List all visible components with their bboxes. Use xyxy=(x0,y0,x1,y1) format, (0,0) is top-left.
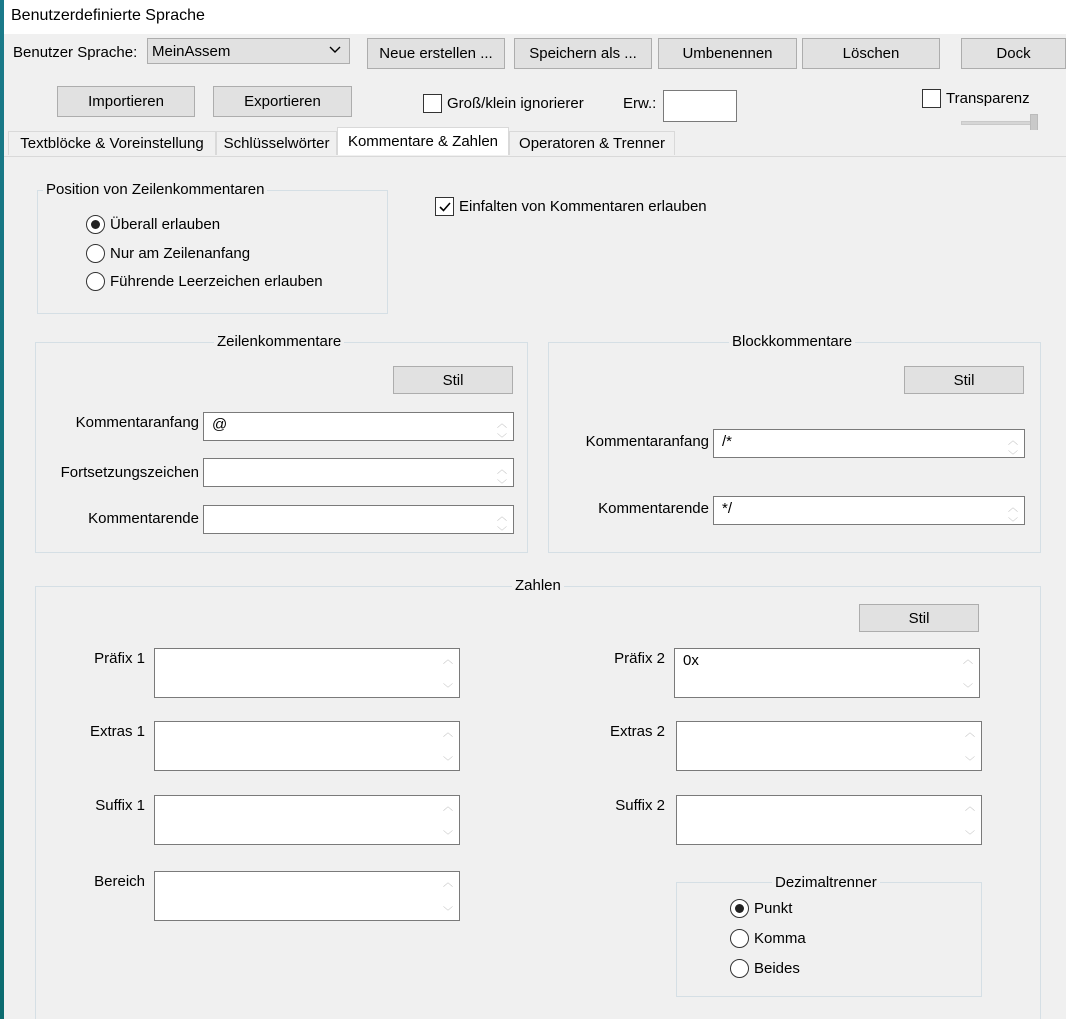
spin-down-icon[interactable]: ﹀ xyxy=(1008,518,1018,529)
spin-buttons[interactable] xyxy=(957,649,979,697)
radio-comma-label: Komma xyxy=(754,930,806,947)
spin-buttons[interactable] xyxy=(491,506,513,538)
spin-buttons[interactable] xyxy=(1002,430,1024,462)
radio-point-label: Punkt xyxy=(754,900,793,917)
spin-down-icon[interactable]: ﹀ xyxy=(497,434,507,445)
spin-up-icon[interactable]: ︿ xyxy=(1008,436,1018,447)
checkmark-icon xyxy=(438,200,452,214)
language-label: Benutzer Sprache: xyxy=(13,44,138,61)
extras2-label: Extras 2 xyxy=(609,723,665,740)
fold-comments-label: Einfalten von Kommentaren erlauben xyxy=(459,198,707,215)
window-title: Benutzerdefinierte Sprache xyxy=(11,7,205,24)
fold-comments-checkbox[interactable] xyxy=(435,197,454,216)
spin-buttons[interactable] xyxy=(491,413,513,445)
spin-down-icon[interactable]: ﹀ xyxy=(443,684,453,695)
spin-buttons[interactable] xyxy=(437,796,459,844)
new-language-button[interactable]: Neue erstellen ... xyxy=(367,38,505,69)
spin-buttons[interactable] xyxy=(959,796,981,844)
block-comment-start-label: Kommentaranfang xyxy=(585,433,709,450)
spin-down-icon[interactable]: ﹀ xyxy=(443,907,453,918)
radio-anywhere[interactable] xyxy=(86,215,105,234)
continuation-char-label: Fortsetzungszeichen xyxy=(60,464,199,481)
line-comment-end-label: Kommentarende xyxy=(88,510,199,527)
spin-down-icon[interactable]: ﹀ xyxy=(965,831,975,842)
tab-comments-numbers[interactable]: Kommentare & Zahlen xyxy=(337,127,509,155)
line-comment-end-field[interactable] xyxy=(203,505,514,538)
radio-point[interactable] xyxy=(730,899,749,918)
block-comments-style-button[interactable]: Stil xyxy=(904,366,1024,394)
spin-down-icon[interactable]: ﹀ xyxy=(965,757,975,768)
radio-line-start-label: Nur am Zeilenanfang xyxy=(110,245,251,262)
dock-button[interactable]: Dock xyxy=(961,38,1066,69)
line-comment-start-value: @ xyxy=(212,416,228,433)
spin-up-icon[interactable]: ︿ xyxy=(443,655,453,666)
continuation-char-field[interactable] xyxy=(203,458,514,491)
spin-up-icon[interactable]: ︿ xyxy=(443,728,453,739)
numbers-style-button[interactable]: Stil xyxy=(859,604,979,632)
suffix2-label: Suffix 2 xyxy=(615,797,665,814)
block-comment-end-field[interactable] xyxy=(713,496,1025,529)
numbers-title: Zahlen xyxy=(512,577,564,594)
extras2-field[interactable] xyxy=(676,721,982,771)
export-button[interactable]: Exportieren xyxy=(213,86,352,117)
spin-buttons[interactable] xyxy=(491,459,513,491)
line-comments-title: Zeilenkommentare xyxy=(214,333,344,350)
spin-down-icon[interactable]: ﹀ xyxy=(497,480,507,491)
prefix2-field[interactable] xyxy=(674,648,980,698)
extension-label: Erw.: xyxy=(623,95,657,112)
extras1-label: Extras 1 xyxy=(89,723,145,740)
prefix1-label: Präfix 1 xyxy=(94,650,145,667)
title-bar xyxy=(4,0,1066,34)
spin-down-icon[interactable]: ﹀ xyxy=(963,684,973,695)
radio-leading-spaces[interactable] xyxy=(86,272,105,291)
suffix1-field[interactable] xyxy=(154,795,460,845)
spin-down-icon[interactable]: ﹀ xyxy=(497,527,507,538)
range-label: Bereich xyxy=(94,873,145,890)
line-comment-start-field[interactable] xyxy=(203,412,514,445)
radio-both-label: Beides xyxy=(754,960,800,977)
suffix2-field[interactable] xyxy=(676,795,982,845)
spin-up-icon[interactable]: ︿ xyxy=(497,465,507,476)
spin-down-icon[interactable]: ﹀ xyxy=(443,757,453,768)
spin-buttons[interactable] xyxy=(437,872,459,920)
spin-buttons[interactable] xyxy=(1002,497,1024,529)
tab-operators[interactable]: Operatoren & Trenner xyxy=(509,131,675,155)
spin-up-icon[interactable]: ︿ xyxy=(443,878,453,889)
transparency-label: Transparenz xyxy=(946,90,1030,107)
range-field[interactable] xyxy=(154,871,460,921)
decimal-separator-title: Dezimaltrenner xyxy=(772,874,880,891)
ignore-case-label: Groß/klein ignorierer xyxy=(447,95,584,112)
delete-button[interactable]: Löschen xyxy=(802,38,940,69)
spin-up-icon[interactable]: ︿ xyxy=(1008,503,1018,514)
spin-buttons[interactable] xyxy=(959,722,981,770)
block-comment-end-label: Kommentarende xyxy=(598,500,709,517)
spin-up-icon[interactable]: ︿ xyxy=(965,728,975,739)
spin-up-icon[interactable]: ︿ xyxy=(963,655,973,666)
ignore-case-checkbox[interactable] xyxy=(423,94,442,113)
save-as-button[interactable]: Speichern als ... xyxy=(514,38,652,69)
block-comments-title: Blockkommentare xyxy=(729,333,855,350)
prefix2-value: 0x xyxy=(683,652,699,669)
radio-both[interactable] xyxy=(730,959,749,978)
spin-up-icon[interactable]: ︿ xyxy=(497,512,507,523)
transparency-checkbox[interactable] xyxy=(922,89,941,108)
radio-leading-spaces-label: Führende Leerzeichen erlauben xyxy=(110,273,323,290)
spin-down-icon[interactable]: ﹀ xyxy=(1008,451,1018,462)
tab-keywords[interactable]: Schlüsselwörter xyxy=(216,131,337,155)
block-comment-end-value: */ xyxy=(722,500,733,517)
line-comment-start-label: Kommentaranfang xyxy=(75,414,199,431)
spin-up-icon[interactable]: ︿ xyxy=(443,802,453,813)
radio-anywhere-label: Überall erlauben xyxy=(110,216,221,233)
chevron-down-icon xyxy=(329,43,341,58)
radio-comma[interactable] xyxy=(730,929,749,948)
transparency-slider[interactable] xyxy=(961,121,1037,125)
extension-input[interactable] xyxy=(663,90,737,122)
radio-line-start[interactable] xyxy=(86,244,105,263)
suffix1-label: Suffix 1 xyxy=(95,797,145,814)
tab-text-blocks[interactable]: Textblöcke & Voreinstellung xyxy=(8,131,216,155)
block-comment-start-field[interactable] xyxy=(713,429,1025,462)
block-comment-start-value: /* xyxy=(722,433,733,450)
decimal-separator-group xyxy=(676,882,982,997)
extras1-field[interactable] xyxy=(154,721,460,771)
rename-button[interactable]: Umbenennen xyxy=(658,38,797,69)
language-select-value: MeinAssem xyxy=(152,42,231,60)
spin-up-icon[interactable]: ︿ xyxy=(497,419,507,430)
prefix2-label: Präfix 2 xyxy=(614,650,665,667)
prefix1-field[interactable] xyxy=(154,648,460,698)
spin-up-icon[interactable]: ︿ xyxy=(965,802,975,813)
spin-buttons[interactable] xyxy=(437,649,459,697)
import-button[interactable]: Importieren xyxy=(57,86,195,117)
spin-buttons[interactable] xyxy=(437,722,459,770)
line-comment-position-title: Position von Zeilenkommentaren xyxy=(43,181,267,198)
line-comments-style-button[interactable]: Stil xyxy=(393,366,513,394)
language-select[interactable] xyxy=(147,38,350,64)
spin-down-icon[interactable]: ﹀ xyxy=(443,831,453,842)
